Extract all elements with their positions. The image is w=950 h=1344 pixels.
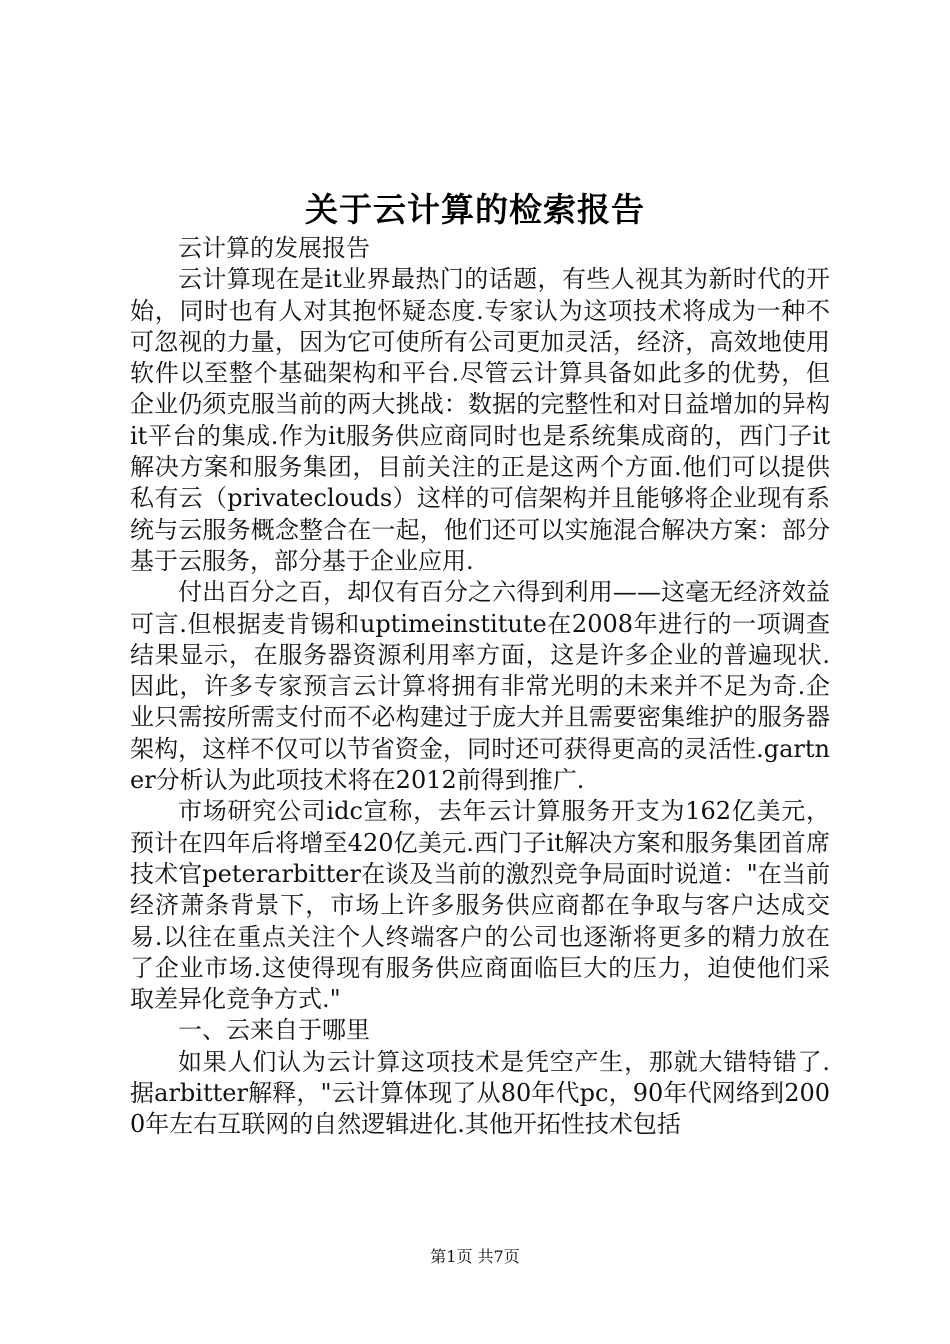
paragraph: 市场研究公司idc宣称，去年云计算服务开支为162亿美元，预计在四年后将增至420亿美元.西门子it解决方案和服务集团首席技术官peterarbitter在谈及当前的激烈竞争局面时说道："在当前经济萧条背景下，市场上许多服务供应商都在争取与客户达成交易.以往在重点关注个人终端客户的公司也逐渐将更多的精力放在了企业市场.这使得现有服务供应商面临巨大的压力，迫使他们采取差异化竞争方式." <box>130 797 830 1014</box>
paragraph: 如果人们认为云计算这项技术是凭空产生，那就大错特错了.据arbitter解释，"云计算体现了从80年代pc，90年代网络到2000年左右互联网的自然逻辑进化.其他开拓性技术包括 <box>130 1047 830 1139</box>
page-number-footer: 第1页 共7页 <box>430 1247 520 1266</box>
paragraph: 付出百分之百，却仅有百分之六得到利用——这毫无经济效益可言.但根据麦肯锡和uptimeinstitute在2008年进行的一项调查结果显示，在服务器资源利用率方面，这是许多企业的普遍现状.因此，许多专家预言云计算将拥有非常光明的未来并不足为奇.企业只需按所需支付而不必构建过于庞大并且需要密集维护的服务器架构，这样不仅可以节省资金，同时还可获得更高的灵活性.gartner分析认为此项技术将在2012前得到推广. <box>130 578 830 795</box>
document-title: 关于云计算的检索报告 <box>305 190 645 229</box>
document-body <box>130 233 830 1141</box>
section-heading: 云计算的发展报告 <box>178 234 370 262</box>
paragraph: 云计算现在是it业界最热门的话题，有些人视其为新时代的开始，同时也有人对其抱怀疑态度.专家认为这项技术将成为一种不可忽视的力量，因为它可使所有公司更加灵活，经济，高效地使用软件以至整个基础架构和平台.尽管云计算具备如此多的优势，但企业仍须克服当前的两大挑战：数据的完整性和对日益增加的异构it平台的集成.作为it服务供应商同时也是系统集成商的，西门子it解决方案和服务集团，目前关注的正是这两个方面.他们可以提供私有云（privateclouds）这样的可信架构并且能够将企业现有系统与云服务概念整合在一起，他们还可以实施混合解决方案：部分基于云服务，部分基于企业应用. <box>130 265 830 575</box>
section-heading: 一、云来自于哪里 <box>178 1016 370 1045</box>
